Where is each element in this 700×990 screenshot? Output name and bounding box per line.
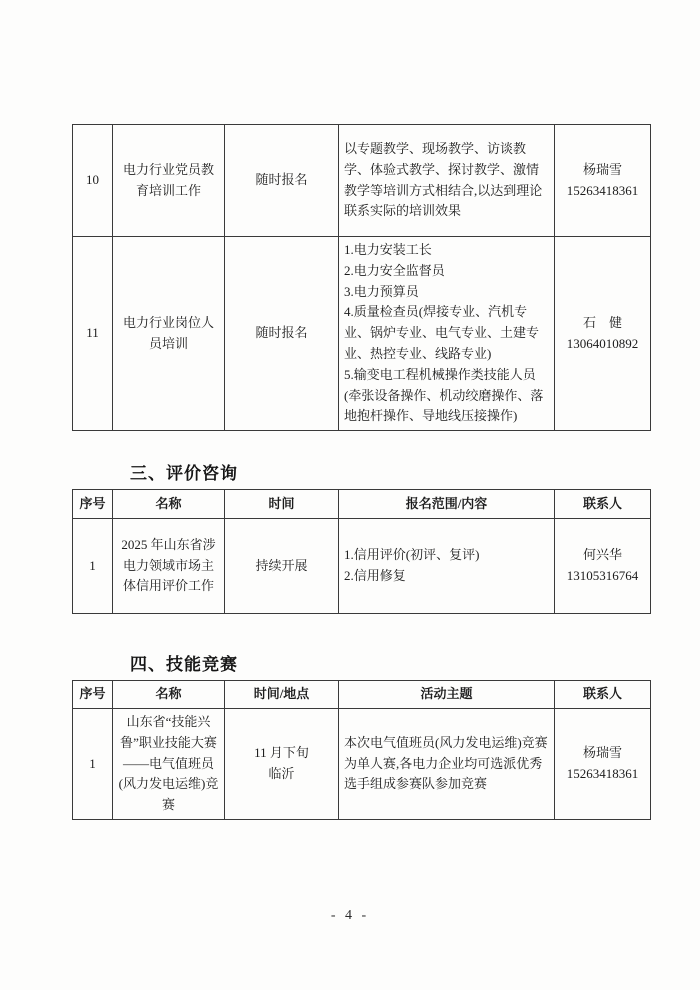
contact-cell: [555, 237, 651, 431]
col-header-theme: 活动主题: [339, 681, 555, 709]
seq-cell: 1: [73, 709, 113, 820]
content-cell: 以专题教学、现场教学、访谈教学、体验式教学、探讨教学、激情教学等培训方式相结合,以达到理论联系实际的培训效果: [339, 125, 555, 237]
col-header-name: 名称: [113, 681, 225, 709]
time-cell: 持续开展: [225, 519, 339, 614]
name-cell: 电力行业党员教育培训工作: [113, 125, 225, 237]
contact-phone: 13105316764: [566, 568, 639, 583]
table-row: [73, 519, 651, 614]
section-evaluation-title: 三、评价咨询: [130, 464, 238, 483]
content-cell: 1.电力安装工长 2.电力安全监督员 3.电力预算员 4.质量检查员(焊接专业、汽机专业、锅炉专业、电气专业、土建专业、热控专业、线路专业) 5.输变电工程机械操作类技能人员(牵张设备操作、机动绞磨操作、落地抱杆操作、导地线压接操作): [339, 237, 555, 431]
table-row: [73, 709, 651, 820]
seq-cell: 10: [73, 125, 113, 237]
col-header-scope: 报名范围/内容: [339, 490, 555, 519]
training-table-continued: [72, 124, 651, 431]
contact-cell: [555, 519, 651, 614]
contact-name: 何兴华: [582, 547, 622, 563]
content-cell: 1.信用评价(初评、复评) 2.信用修复: [339, 519, 555, 614]
col-header-contact: 联系人: [555, 681, 651, 709]
seq-cell: 1: [73, 519, 113, 614]
contact-name: 石 健: [582, 314, 622, 330]
competition-table: [72, 680, 651, 820]
time-cell: 随时报名: [225, 125, 339, 237]
contact-cell: [555, 125, 651, 237]
col-header-time: 时间: [225, 490, 339, 519]
evaluation-table: [72, 489, 651, 614]
name-cell: 电力行业岗位人员培训: [113, 237, 225, 431]
table-row: [73, 237, 651, 431]
seq-cell: 11: [73, 237, 113, 431]
time-cell: 随时报名: [225, 237, 339, 431]
table-row: [73, 125, 651, 237]
contact-phone: 15263418361: [566, 182, 639, 198]
contact-phone: 13064010892: [566, 335, 639, 351]
table-header-row: [73, 681, 651, 709]
contact-phone: 15263418361: [566, 765, 639, 781]
contact-name: 杨瑞雪: [582, 745, 622, 761]
name-cell: 2025 年山东省涉电力领域市场主体信用评价工作: [113, 519, 225, 614]
col-header-contact: 联系人: [555, 490, 651, 519]
contact-cell: [555, 709, 651, 820]
col-header-seq: 序号: [73, 681, 113, 709]
theme-cell: 本次电气值班员(风力发电运维)竞赛为单人赛,各电力企业均可选派优秀选手组成参赛队参加竞赛: [339, 709, 555, 820]
contact-name: 杨瑞雪: [582, 161, 622, 177]
time-place-cell: 11 月下旬 临沂: [225, 709, 339, 820]
col-header-timeplace: 时间/地点: [225, 681, 339, 709]
name-cell: 山东省“技能兴鲁”职业技能大赛——电气值班员(风力发电运维)竞赛: [113, 709, 225, 820]
table-header-row: [73, 490, 651, 519]
col-header-name: 名称: [113, 490, 225, 519]
page-number: - 4 -: [330, 908, 370, 923]
section-competition-title: 四、技能竞赛: [130, 655, 238, 674]
col-header-seq: 序号: [73, 490, 113, 519]
